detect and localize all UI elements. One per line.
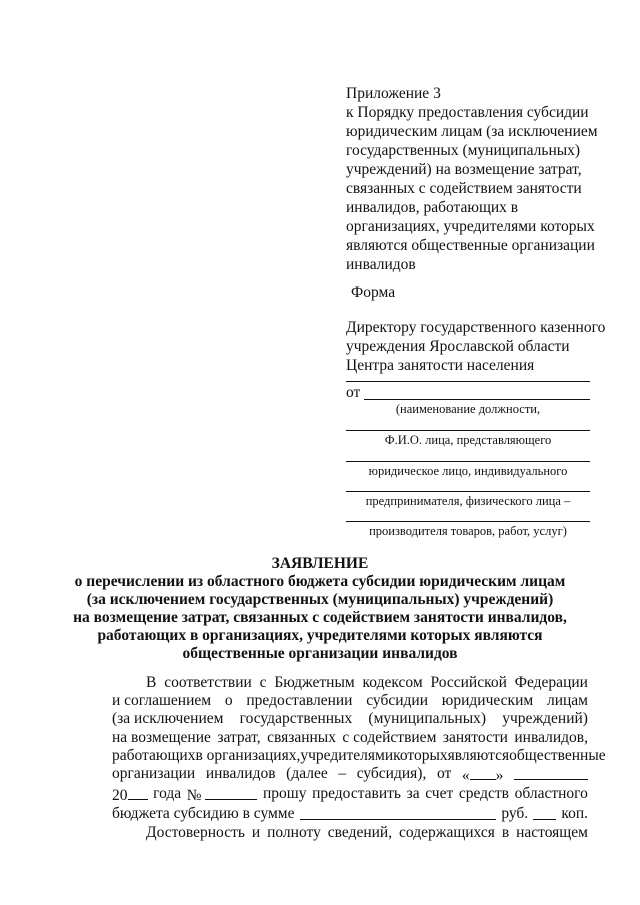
body-word: и <box>251 823 261 841</box>
body-word: Бюджетным <box>274 674 355 691</box>
body-word: учредителями <box>300 746 394 764</box>
body-word: о <box>224 692 233 710</box>
body-word: и соглашением <box>112 692 212 710</box>
body-word: субсидии <box>366 692 429 710</box>
addressee-line: Директору государственного казенного <box>346 319 606 336</box>
body-word: года <box>153 785 182 803</box>
body-word: областного <box>514 785 588 803</box>
body-word: В <box>146 674 157 691</box>
body-word: которых <box>393 746 448 764</box>
body-word: затрат, <box>217 728 261 746</box>
agreement-number-blank <box>205 785 257 800</box>
sender-hint: Ф.И.О. лица, представляющего <box>384 433 552 447</box>
sender-blank-line <box>346 461 590 462</box>
body-line <box>112 765 588 785</box>
body-word: настоящем <box>516 823 588 841</box>
addressee-line: учреждения Ярославской области <box>346 338 570 355</box>
appendix-line: организациях, учредителями которых <box>346 218 595 235</box>
form-label: Форма <box>351 284 396 301</box>
application-body <box>112 674 606 842</box>
sender-hint: производителя товаров, работ, услуг) <box>369 524 567 538</box>
sender-hint: предпринимателя, физического лица – <box>365 494 571 508</box>
body-word: содержащихся <box>399 823 495 841</box>
body-word: юридическим <box>441 692 534 710</box>
title-line: о перечислении из областного бюджета субсидии юридическим лицам <box>74 573 566 590</box>
appendix-reference <box>346 84 606 274</box>
appendix-line: к Порядку предоставления субсидии <box>346 104 589 121</box>
title-heading: ЗАЯВЛЕНИЕ <box>271 555 369 572</box>
body-line <box>112 674 588 692</box>
body-word: 20 <box>112 787 128 805</box>
title-line: на возмещение затрат, связанных с содействием занятости инвалидов, <box>73 609 567 626</box>
body-word: средств <box>458 785 509 803</box>
year-blank <box>128 785 148 800</box>
body-word: полноту <box>267 823 321 841</box>
body-word: инвалидов <box>205 765 276 783</box>
body-word: кодексом <box>362 674 423 691</box>
body-word: коп. <box>561 805 588 823</box>
body-word: « <box>461 767 470 785</box>
body-line <box>112 692 588 710</box>
body-line <box>112 710 588 728</box>
day-blank <box>470 765 496 780</box>
title-line: (за исключением государственных (муниципальных) учреждений) <box>86 591 554 608</box>
amount-kopecks-blank <box>533 805 556 820</box>
appendix-line: связанных с содействием занятости <box>346 180 582 197</box>
body-word: за <box>406 785 420 803</box>
body-word: бюджета субсидию в сумме <box>112 805 295 823</box>
sender-blank-line <box>346 381 590 382</box>
body-word: от <box>436 765 452 783</box>
body-word: инвалидов, <box>514 728 588 746</box>
body-word: предоставить <box>312 785 401 803</box>
appendix-line: Приложение 3 <box>346 85 441 102</box>
title-line: работающих в организациях, учредителями которых являются <box>97 627 543 644</box>
sender-hint: юридическое лицо, индивидуального <box>368 464 568 478</box>
sender-blank-line <box>346 430 590 431</box>
body-line <box>112 824 588 842</box>
body-word: № <box>186 787 202 805</box>
body-word: предоставлении <box>246 692 353 710</box>
body-line <box>112 805 588 823</box>
sender-blank-line <box>346 491 590 492</box>
body-word: занятости <box>442 728 508 746</box>
body-word: сведений, <box>327 823 393 841</box>
body-word: » <box>495 767 504 785</box>
sender-hint: (наименование должности, <box>395 402 541 416</box>
body-word: государственных <box>239 710 353 728</box>
appendix-line: являются общественные организации <box>346 237 595 254</box>
body-word: на возмещение <box>112 728 211 746</box>
month-blank <box>514 765 588 780</box>
appendix-line: инвалидов, работающих в <box>346 199 519 216</box>
body-word: работающих <box>112 746 196 764</box>
body-word: – <box>338 765 347 783</box>
appendix-line: учреждений) на возмещение затрат, <box>346 161 582 178</box>
body-word: прошу <box>263 785 307 803</box>
addressee-line: Центра занятости населения <box>346 357 535 374</box>
appendix-line: государственных (муниципальных) <box>346 142 581 159</box>
body-word: (муниципальных) <box>368 710 487 728</box>
body-word: являются <box>447 746 510 764</box>
sender-blank-line <box>364 399 590 400</box>
sender-blank-line <box>346 521 590 522</box>
body-word: счет <box>425 785 454 803</box>
body-word: учреждений) <box>502 710 588 728</box>
body-word: Достоверность <box>146 823 245 841</box>
document-title <box>0 555 640 663</box>
body-word: субсидия), <box>356 765 427 783</box>
title-line: общественные организации инвалидов <box>182 645 458 662</box>
body-word: с <box>259 674 267 691</box>
body-word: соответствии <box>164 674 252 691</box>
body-word: организации <box>112 765 196 783</box>
body-word: связанных <box>267 728 336 746</box>
from-label: от <box>346 384 361 401</box>
appendix-line: юридическим лицам (за исключением <box>346 123 598 140</box>
appendix-line: инвалидов <box>346 256 416 273</box>
body-word: лицам <box>546 692 588 710</box>
body-word: Российской <box>430 674 507 691</box>
body-word: Федерации <box>514 674 588 691</box>
body-word: (за исключением <box>112 710 224 728</box>
addressee-block <box>346 318 606 375</box>
body-word: руб. <box>501 805 529 823</box>
body-word: в организациях, <box>195 746 301 764</box>
body-word: с содействием <box>342 728 437 746</box>
body-word: общественные <box>509 746 606 764</box>
body-word: (далее <box>286 765 328 783</box>
body-line <box>112 746 606 765</box>
body-line <box>112 785 588 805</box>
body-line <box>112 729 588 747</box>
amount-rubles-blank <box>300 805 497 820</box>
body-word: в <box>501 823 510 841</box>
